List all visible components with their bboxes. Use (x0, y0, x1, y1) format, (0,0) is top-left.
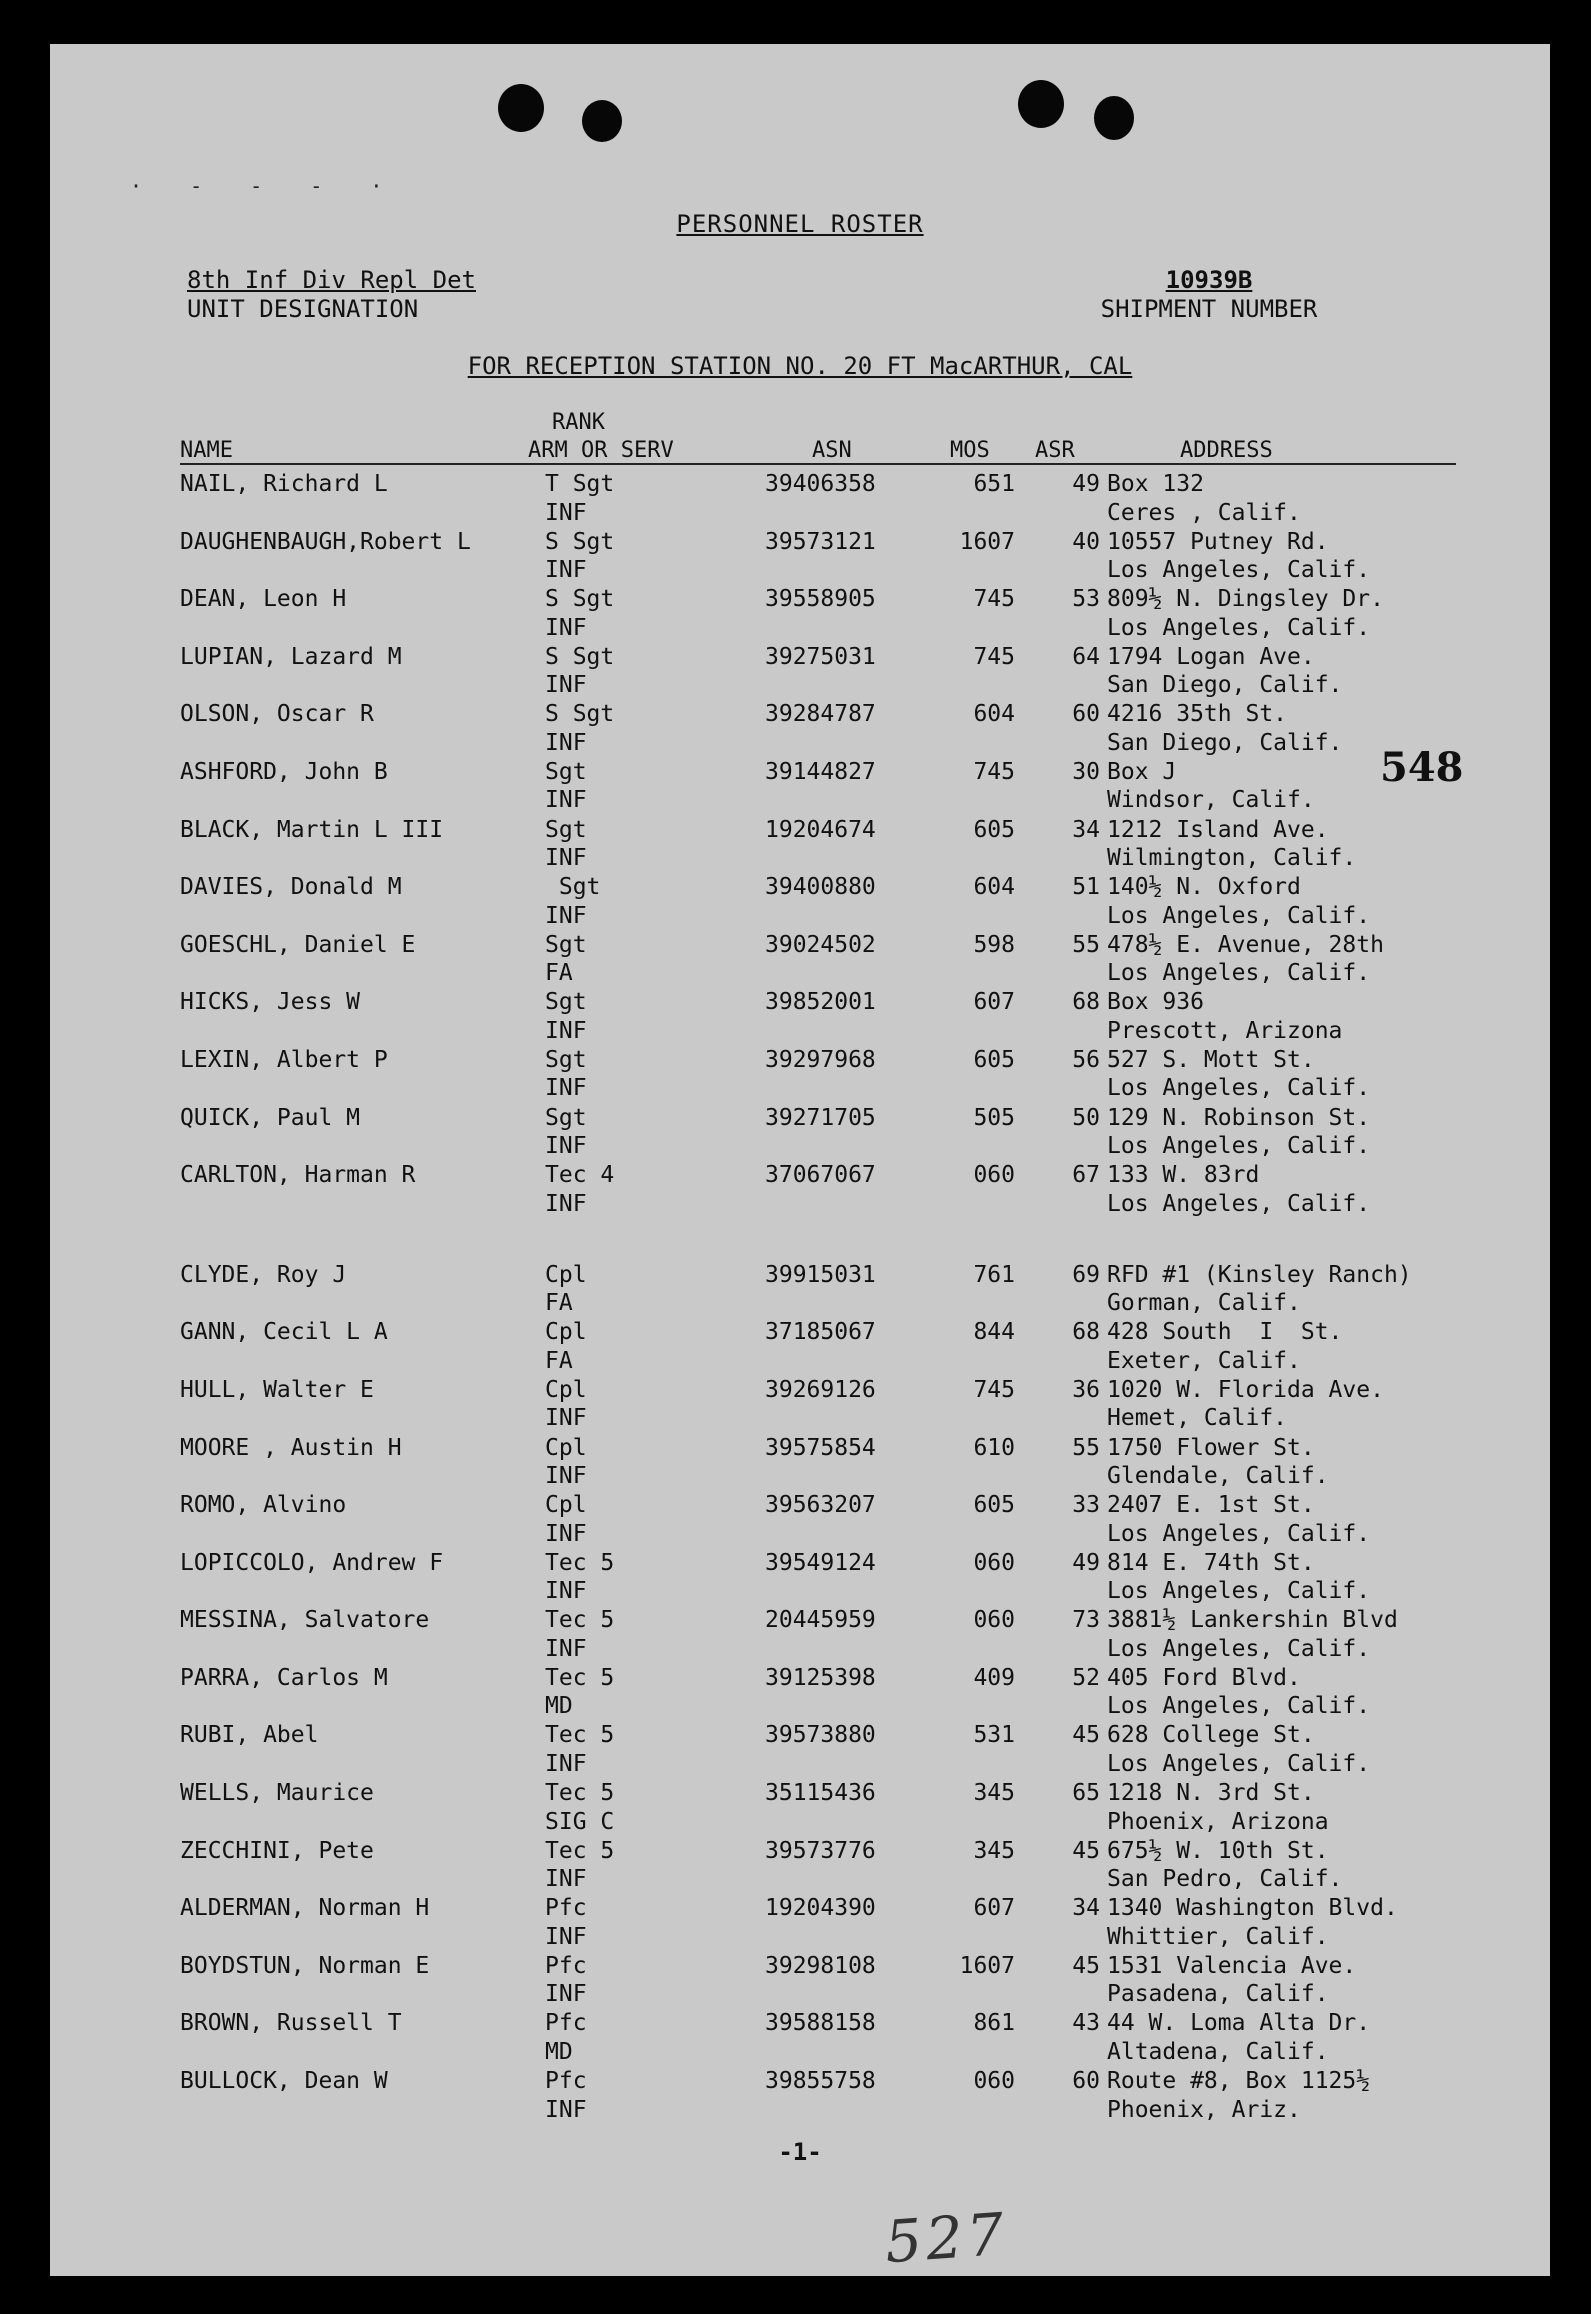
roster-name: OLSON, Oscar R (180, 701, 374, 728)
roster-asn: 39024502 (765, 931, 876, 958)
roster-address-line2: Los Angeles, Calif. (1107, 1693, 1371, 1720)
roster-arm-service: INF (545, 1133, 587, 1160)
roster-asn: 19204674 (765, 816, 876, 843)
roster-name: LOPICCOLO, Andrew F (180, 1549, 444, 1576)
roster-asn: 39284787 (765, 701, 876, 728)
table-row (50, 1837, 1550, 1895)
roster-arm-service: SIG C (545, 1808, 615, 1835)
roster-name: MESSINA, Salvatore (180, 1607, 430, 1634)
shipment-label: SHIPMENT NUMBER (1100, 295, 1318, 323)
roster-arm-service: INF (545, 557, 587, 584)
roster-arm-service: FA (545, 1347, 573, 1374)
roster-asn: 39573880 (765, 1722, 876, 1749)
roster-asr: 65 (1072, 1780, 1100, 1807)
col-header-address: ADDRESS (1180, 438, 1273, 463)
roster-name: GANN, Cecil L A (180, 1319, 388, 1346)
roster-address-line2: Exeter, Calif. (1107, 1347, 1301, 1374)
roster-mos: 605 (973, 1492, 1015, 1519)
roster-rank: Cpl (545, 1434, 587, 1461)
roster-asn: 39855758 (765, 2068, 876, 2095)
roster-address-line1: 809½ N. Dingsley Dr. (1107, 586, 1384, 613)
roster-arm-service: MD (545, 1693, 573, 1720)
roster-rank: S Sgt (545, 643, 615, 670)
punch-hole (1018, 80, 1064, 128)
roster-asr: 53 (1072, 586, 1100, 613)
roster-rank: S Sgt (545, 586, 615, 613)
table-row (50, 1434, 1550, 1492)
roster-name: HICKS, Jess W (180, 989, 361, 1016)
roster-address-line1: 4216 35th St. (1107, 701, 1288, 728)
roster-address-line2: Los Angeles, Calif. (1107, 1075, 1371, 1102)
roster-address-line2: Los Angeles, Calif. (1107, 1520, 1371, 1547)
roster-asn: 39575854 (765, 1434, 876, 1461)
table-row (50, 931, 1550, 989)
table-row (50, 1721, 1550, 1779)
roster-address-line1: 1020 W. Florida Ave. (1107, 1376, 1384, 1403)
table-row (50, 470, 1550, 528)
roster-address-line1: 428 South I St. (1107, 1319, 1343, 1346)
roster-address-line1: 814 E. 74th St. (1107, 1549, 1315, 1576)
roster-sheet (50, 44, 1550, 2276)
roster-asn: 39144827 (765, 758, 876, 785)
roster-asn: 39573776 (765, 1837, 876, 1864)
roster-mos: 607 (973, 1895, 1015, 1922)
roster-rank: Pfc (545, 1952, 587, 1979)
col-header-rank-top: RANK (552, 410, 605, 435)
roster-address-line1: 10557 Putney Rd. (1107, 528, 1329, 555)
roster-asn: 37067067 (765, 1162, 876, 1189)
roster-address-line2: San Pedro, Calif. (1107, 1866, 1343, 1893)
roster-rank: Sgt (545, 931, 587, 958)
roster-asr: 30 (1072, 758, 1100, 785)
roster-address-line1: 1531 Valencia Ave. (1107, 1952, 1357, 1979)
col-header-asn: ASN (812, 438, 852, 463)
roster-rank: Pfc (545, 2010, 587, 2037)
table-row (50, 1376, 1550, 1434)
reception-station: FOR RECEPTION STATION NO. 20 FT MacARTHUR, CAL (467, 352, 1133, 380)
roster-address-line1: 1218 N. 3rd St. (1107, 1780, 1315, 1807)
roster-address-line2: Hemet, Calif. (1107, 1405, 1288, 1432)
roster-arm-service: INF (545, 902, 587, 929)
document-title: PERSONNEL ROSTER (676, 210, 924, 238)
roster-mos: 060 (973, 1607, 1015, 1634)
roster-rank: Cpl (545, 1319, 587, 1346)
roster-rank: Sgt (545, 1104, 587, 1131)
table-row (50, 528, 1550, 586)
roster-asn: 35115436 (765, 1780, 876, 1807)
roster-asr: 34 (1072, 816, 1100, 843)
roster-address-line2: Pasadena, Calif. (1107, 1981, 1329, 2008)
roster-arm-service: INF (545, 672, 587, 699)
table-row (50, 1104, 1550, 1162)
table-row (50, 1779, 1550, 1837)
roster-address-line2: Los Angeles, Calif. (1107, 1635, 1371, 1662)
roster-asr: 40 (1072, 528, 1100, 555)
roster-address-line1: 478½ E. Avenue, 28th (1107, 931, 1384, 958)
roster-asr: 51 (1072, 874, 1100, 901)
roster-rank: Tec 5 (545, 1664, 615, 1691)
roster-arm-service: INF (545, 1405, 587, 1432)
roster-name: BOYDSTUN, Norman E (180, 1952, 430, 1979)
roster-asr: 34 (1072, 1895, 1100, 1922)
roster-mos: 844 (973, 1319, 1015, 1346)
roster-arm-service: INF (545, 1190, 587, 1217)
unit-designation (187, 266, 476, 324)
roster-address-line1: 129 N. Robinson St. (1107, 1104, 1371, 1131)
table-row (50, 643, 1550, 701)
roster-asn: 39297968 (765, 1046, 876, 1073)
roster-arm-service: INF (545, 729, 587, 756)
table-row (50, 1318, 1550, 1376)
roster-asr: 60 (1072, 701, 1100, 728)
table-row (50, 1549, 1550, 1607)
roster-rank: Tec 5 (545, 1722, 615, 1749)
table-row (50, 1491, 1550, 1549)
roster-rank: Tec 5 (545, 1780, 615, 1807)
page-number: -1- (778, 2138, 822, 2166)
roster-asn: 19204390 (765, 1895, 876, 1922)
roster-rank: Pfc (545, 2068, 587, 2095)
roster-asr: 33 (1072, 1492, 1100, 1519)
roster-rank: Cpl (545, 1261, 587, 1288)
roster-address-line2: Los Angeles, Calif. (1107, 557, 1371, 584)
roster-mos: 1607 (959, 528, 1015, 555)
roster-asr: 45 (1072, 1722, 1100, 1749)
roster-arm-service: INF (545, 2096, 587, 2123)
roster-arm-service: INF (545, 499, 587, 526)
roster-name: CARLTON, Harman R (180, 1162, 416, 1189)
table-row (50, 1046, 1550, 1104)
col-header-mos: MOS (950, 438, 990, 463)
roster-asn: 37185067 (765, 1319, 876, 1346)
roster-mos: 409 (973, 1664, 1015, 1691)
roster-address-line2: Prescott, Arizona (1107, 1017, 1343, 1044)
roster-mos: 651 (973, 471, 1015, 497)
roster-table (50, 470, 1550, 2125)
roster-mos: 745 (973, 643, 1015, 670)
roster-rank: Tec 5 (545, 1607, 615, 1634)
roster-rank: S Sgt (545, 528, 615, 555)
roster-mos: 505 (973, 1104, 1015, 1131)
roster-address-line2: Gorman, Calif. (1107, 1290, 1301, 1317)
roster-mos: 761 (973, 1261, 1015, 1288)
roster-asr: 60 (1072, 2068, 1100, 2095)
roster-name: QUICK, Paul M (180, 1104, 361, 1131)
table-row (50, 988, 1550, 1046)
roster-rank: Sgt (545, 874, 601, 901)
table-row (50, 2067, 1550, 2125)
table-row (50, 700, 1550, 758)
roster-asr: 49 (1072, 471, 1100, 497)
roster-asr: 64 (1072, 643, 1100, 670)
roster-mos: 605 (973, 816, 1015, 843)
roster-arm-service: INF (545, 614, 587, 641)
roster-mos: 745 (973, 758, 1015, 785)
roster-name: ZECCHINI, Pete (180, 1837, 374, 1864)
roster-address-line2: Altadena, Calif. (1107, 2038, 1329, 2065)
roster-name: ALDERMAN, Norman H (180, 1895, 430, 1922)
roster-asn: 39563207 (765, 1492, 876, 1519)
roster-address-line1: 527 S. Mott St. (1107, 1046, 1315, 1073)
table-row (50, 1161, 1550, 1219)
col-header-asr: ASR (1035, 438, 1075, 463)
punch-hole (1094, 96, 1134, 140)
roster-asn: 39558905 (765, 586, 876, 613)
roster-arm-service: INF (545, 845, 587, 872)
roster-address-line1: 405 Ford Blvd. (1107, 1664, 1301, 1691)
roster-rank: Pfc (545, 1895, 587, 1922)
roster-rank: Tec 4 (545, 1162, 615, 1189)
roster-address-line1: 3881½ Lankershin Blvd (1107, 1607, 1398, 1634)
roster-name: DEAN, Leon H (180, 586, 347, 613)
roster-rank: Sgt (545, 758, 587, 785)
roster-address-line1: 133 W. 83rd (1107, 1162, 1260, 1189)
roster-address-line2: Los Angeles, Calif. (1107, 1133, 1371, 1160)
roster-address-line2: San Diego, Calif. (1107, 729, 1343, 756)
roster-asn: 39275031 (765, 643, 876, 670)
row-gap (50, 1219, 1550, 1261)
roster-name: BROWN, Russell T (180, 2010, 402, 2037)
roster-address-line1: 628 College St. (1107, 1722, 1315, 1749)
roster-asn: 39125398 (765, 1664, 876, 1691)
roster-mos: 345 (973, 1780, 1015, 1807)
roster-name: LUPIAN, Lazard M (180, 643, 402, 670)
roster-mos: 861 (973, 2010, 1015, 2037)
table-row (50, 1606, 1550, 1664)
shipment-value: 10939B (1165, 266, 1253, 294)
roster-name: NAIL, Richard L (180, 471, 388, 497)
roster-mos: 604 (973, 874, 1015, 901)
col-header-rank-bottom: ARM OR SERV (528, 438, 674, 463)
roster-address-line1: 1212 Island Ave. (1107, 816, 1329, 843)
roster-address-line1: RFD #1 (Kinsley Ranch) (1107, 1261, 1412, 1288)
roster-arm-service: FA (545, 1290, 573, 1317)
roster-asr: 68 (1072, 1319, 1100, 1346)
roster-asr: 45 (1072, 1952, 1100, 1979)
roster-address-line2: Windsor, Calif. (1107, 787, 1315, 814)
roster-address-line2: Los Angeles, Calif. (1107, 960, 1371, 987)
roster-address-line1: Box 936 (1107, 989, 1204, 1016)
roster-asr: 55 (1072, 931, 1100, 958)
table-row (50, 1664, 1550, 1722)
roster-address-line2: Phoenix, Ariz. (1107, 2096, 1301, 2123)
roster-arm-service: INF (545, 1923, 587, 1950)
roster-asn: 39573121 (765, 528, 876, 555)
roster-asr: 68 (1072, 989, 1100, 1016)
roster-address-line2: Los Angeles, Calif. (1107, 902, 1371, 929)
header-rule (180, 463, 1456, 465)
roster-rank: Cpl (545, 1376, 587, 1403)
roster-address-line2: Los Angeles, Calif. (1107, 1578, 1371, 1605)
roster-arm-service: INF (545, 787, 587, 814)
roster-asr: 43 (1072, 2010, 1100, 2037)
roster-name: GOESCHL, Daniel E (180, 931, 416, 958)
roster-asr: 73 (1072, 1607, 1100, 1634)
col-header-name: NAME (180, 438, 233, 463)
roster-address-line1: 2407 E. 1st St. (1107, 1492, 1315, 1519)
roster-mos: 060 (973, 1162, 1015, 1189)
roster-address-line1: 1340 Washington Blvd. (1107, 1895, 1398, 1922)
roster-asn: 39271705 (765, 1104, 876, 1131)
punch-hole (582, 100, 622, 142)
roster-arm-service: INF (545, 1075, 587, 1102)
roster-address-line1: 44 W. Loma Alta Dr. (1107, 2010, 1371, 2037)
roster-address-line1: 1750 Flower St. (1107, 1434, 1315, 1461)
roster-asn: 20445959 (765, 1607, 876, 1634)
roster-mos: 060 (973, 1549, 1015, 1576)
roster-asn: 39269126 (765, 1376, 876, 1403)
roster-asr: 50 (1072, 1104, 1100, 1131)
roster-mos: 607 (973, 989, 1015, 1016)
roster-address-line1: 1794 Logan Ave. (1107, 643, 1315, 670)
roster-rank: S Sgt (545, 701, 615, 728)
roster-address-line2: Whittier, Calif. (1107, 1923, 1329, 1950)
roster-address-line2: Wilmington, Calif. (1107, 845, 1357, 872)
roster-arm-service: INF (545, 1578, 587, 1605)
roster-asr: 69 (1072, 1261, 1100, 1288)
roster-mos: 1607 (959, 1952, 1015, 1979)
roster-mos: 745 (973, 1376, 1015, 1403)
roster-name: RUBI, Abel (180, 1722, 319, 1749)
roster-asn: 39588158 (765, 2010, 876, 2037)
roster-mos: 604 (973, 701, 1015, 728)
roster-arm-service: MD (545, 2038, 573, 2065)
roster-arm-service: INF (545, 1750, 587, 1777)
roster-name: ROMO, Alvino (180, 1492, 347, 1519)
roster-arm-service: INF (545, 1866, 587, 1893)
table-row (50, 1894, 1550, 1952)
table-row (50, 1261, 1550, 1319)
roster-name: PARRA, Carlos M (180, 1664, 388, 1691)
table-row (50, 816, 1550, 874)
roster-name: LEXIN, Albert P (180, 1046, 388, 1073)
roster-address-line2: Los Angeles, Calif. (1107, 614, 1371, 641)
roster-asn: 39298108 (765, 1952, 876, 1979)
roster-name: WELLS, Maurice (180, 1780, 374, 1807)
roster-rank: Tec 5 (545, 1549, 615, 1576)
roster-arm-service: INF (545, 1017, 587, 1044)
edge-marks: · - - - · (130, 174, 401, 198)
roster-name: BLACK, Martin L III (180, 816, 444, 843)
roster-arm-service: INF (545, 1520, 587, 1547)
roster-address-line2: San Diego, Calif. (1107, 672, 1343, 699)
table-row (50, 585, 1550, 643)
table-row (50, 758, 1550, 816)
table-row (50, 873, 1550, 931)
roster-address-line2: Ceres , Calif. (1107, 499, 1301, 526)
roster-arm-service: INF (545, 1463, 587, 1489)
roster-rank: Tec 5 (545, 1837, 615, 1864)
roster-asn: 39915031 (765, 1261, 876, 1288)
roster-mos: 060 (973, 2068, 1015, 2095)
table-row (50, 1952, 1550, 2010)
roster-name: HULL, Walter E (180, 1376, 374, 1403)
table-row (50, 2009, 1550, 2067)
roster-mos: 610 (973, 1434, 1015, 1461)
roster-address-line1: Box J (1107, 758, 1177, 785)
unit-value: 8th Inf Div Repl Det (187, 266, 476, 294)
roster-name: DAVIES, Donald M (180, 874, 402, 901)
roster-address-line1: 675½ W. 10th St. (1107, 1837, 1329, 1864)
roster-name: CLYDE, Roy J (180, 1261, 347, 1288)
roster-mos: 598 (973, 931, 1015, 958)
roster-rank: T Sgt (545, 471, 615, 497)
roster-rank: Sgt (545, 816, 587, 843)
roster-address-line1: Route #8, Box 1125½ (1107, 2068, 1371, 2095)
roster-name: DAUGHENBAUGH,Robert L (180, 528, 471, 555)
roster-asn: 39549124 (765, 1549, 876, 1576)
roster-asn: 39406358 (765, 471, 876, 497)
roster-mos: 745 (973, 586, 1015, 613)
roster-mos: 605 (973, 1046, 1015, 1073)
roster-mos: 531 (973, 1722, 1015, 1749)
roster-address-line2: Los Angeles, Calif. (1107, 1190, 1371, 1217)
roster-address-line2: Phoenix, Arizona (1107, 1808, 1329, 1835)
roster-name: BULLOCK, Dean W (180, 2068, 388, 2095)
roster-asn: 39400880 (765, 874, 876, 901)
punch-hole (498, 84, 544, 132)
roster-asr: 45 (1072, 1837, 1100, 1864)
roster-asr: 56 (1072, 1046, 1100, 1073)
handwritten-number: 527 (882, 2199, 1010, 2277)
roster-arm-service: FA (545, 960, 573, 987)
roster-rank: Sgt (545, 1046, 587, 1073)
roster-name: MOORE , Austin H (180, 1434, 402, 1461)
roster-asr: 55 (1072, 1434, 1100, 1461)
roster-arm-service: INF (545, 1635, 587, 1662)
roster-mos: 345 (973, 1837, 1015, 1864)
roster-name: ASHFORD, John B (180, 758, 388, 785)
roster-address-line1: Box 132 (1107, 471, 1204, 497)
stamped-number: 548 (1380, 744, 1464, 791)
roster-rank: Cpl (545, 1492, 587, 1519)
roster-address-line1: 140½ N. Oxford (1107, 874, 1301, 901)
shipment-number (1064, 266, 1354, 324)
roster-asr: 52 (1072, 1664, 1100, 1691)
roster-address-line2: Los Angeles, Calif. (1107, 1750, 1371, 1777)
roster-address-line2: Glendale, Calif. (1107, 1463, 1329, 1489)
roster-arm-service: INF (545, 1981, 587, 2008)
unit-label: UNIT DESIGNATION (187, 295, 419, 323)
roster-asr: 49 (1072, 1549, 1100, 1576)
roster-asn: 39852001 (765, 989, 876, 1016)
roster-rank: Sgt (545, 989, 587, 1016)
roster-asr: 67 (1072, 1162, 1100, 1189)
roster-asr: 36 (1072, 1376, 1100, 1403)
